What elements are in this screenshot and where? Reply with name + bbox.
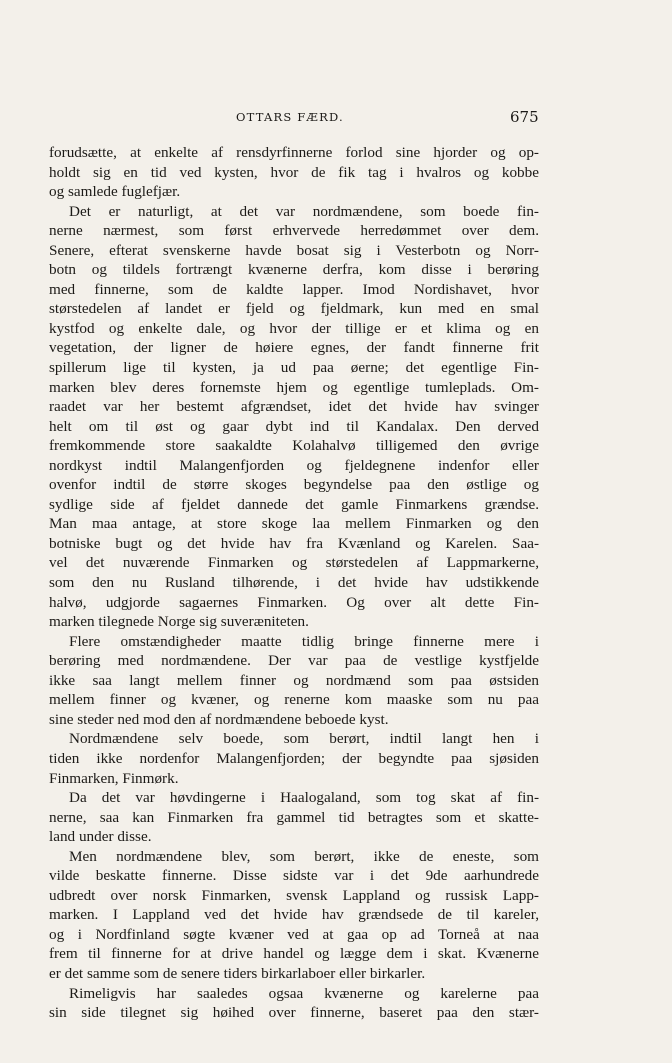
text-line: Rimeligvis har saaledes ogsaa kvænerne og karelerne paa xyxy=(69,984,539,1002)
running-title: OTTARS FÆRD. xyxy=(236,110,344,124)
text-line: mellem finner og kvæner, og renerne kom maaske som nu paa xyxy=(49,691,539,709)
text-line: vilde beskatte finnerne. Disse sidste var i det 9de aarhundrede xyxy=(49,867,539,885)
text-line: Finmarken, Finmørk. xyxy=(49,769,179,787)
text-line: Da det var høvdingerne i Haalogaland, som tog skat af fin- xyxy=(69,789,539,807)
text-line: berøring med nordmændene. Der var paa de vestlige kystfjelde xyxy=(49,652,539,670)
text-line: raadet var her bestemt afgrændset, idet det hvide hav svinger xyxy=(49,398,539,416)
text-line: marken tilegnede Norge sig suveræniteten. xyxy=(49,613,309,631)
text-line: holdt sig en tid ved kysten, hvor de fik tag i hvalros og kobbe xyxy=(49,163,539,181)
text-line: botniske bugt og det hvide hav fra Kvænland og Karelen. Saa- xyxy=(49,534,539,552)
text-line: ikke saa langt mellem finner og nordmænd som paa østsiden xyxy=(49,671,539,689)
text-line: marken. I Lappland ved det hvide hav grændsede de til kareler, xyxy=(49,906,539,924)
text-line: land under disse. xyxy=(49,828,152,846)
text-line: tiden ikke nordenfor Malangenfjorden; der begyndte paa sjøsiden xyxy=(49,749,539,767)
text-line: Nordmændene selv boede, som berørt, indtil langt hen i xyxy=(69,730,539,748)
text-line: spillerum lige til kysten, ja ud paa øerne; det egentlige Fin- xyxy=(49,359,539,377)
text-line: Flere omstændigheder maatte tidlig bringe finnerne mere i xyxy=(69,632,539,650)
text-line: vegetation, der ligner de høiere egnes, der fandt finnerne frit xyxy=(49,339,539,357)
page-number: 675 xyxy=(510,108,539,126)
body-text xyxy=(49,143,539,1023)
text-line: størstedelen af landet er fjeld og fjeldmark, kun med en smal xyxy=(49,300,539,318)
text-line: nerne, saa kan Finmarken fra gammel tid betragtes som et skatte- xyxy=(49,808,539,826)
text-line: og i Nordfinland søgte kvæner ved at gaa op ad Torneå at naa xyxy=(49,925,539,943)
text-line: Men nordmændene blev, som berørt, ikke de eneste, som xyxy=(69,847,539,865)
text-line: nordkyst indtil Malangenfjorden og fjeldegnene indenfor eller xyxy=(49,456,539,474)
text-line: fremkommende store saakaldte Kolahalvø tilligemed den øvrige xyxy=(49,437,539,455)
text-line: marken blev deres fornemste hjem og egentlige tumleplads. Om- xyxy=(49,378,539,396)
text-line: kystfod og enkelte dale, og hvor der tillige er et klima og en xyxy=(49,319,539,337)
text-line: halvø, udgjorde sagaernes Finmarken. Og over alt dette Fin- xyxy=(49,593,539,611)
text-line: sin side tilegnet sig høihed over finnerne, baseret paa den stær- xyxy=(49,1004,539,1022)
text-line: Senere, efterat svenskerne havde bosat sig i Vesterbotn og Norr- xyxy=(49,241,539,259)
text-line: og samlede fuglefjær. xyxy=(49,183,181,201)
text-line: med finnerne, som de kaldte lapper. Imod Nordishavet, hvor xyxy=(49,280,539,298)
text-line: Man maa antage, at store skoge laa mellem Finmarken og den xyxy=(49,515,539,533)
text-line: forudsætte, at enkelte af rensdyrfinnerne forlod sine hjorder og op- xyxy=(49,144,539,161)
text-line: som den nu Rusland tilhørende, i det hvide hav udstikkende xyxy=(49,574,539,592)
text-line: botn og tildels fortrængt kvænerne derfra, kom disse i berøring xyxy=(49,261,539,279)
text-line: sydlige side af fjeldet dannede det gamle Finmarkens grændse. xyxy=(49,495,539,513)
text-line: frem til finnerne for at drive handel og lægge dem i skat. Kvænerne xyxy=(49,945,539,963)
text-line: er det samme som de senere tiders birkarlaboer eller birkarler. xyxy=(49,964,426,982)
text-line: udbredt over norsk Finmarken, svensk Lappland og russisk Lapp- xyxy=(49,886,539,904)
text-line: ovenfor indtil de større skoges begyndelse paa den østlige og xyxy=(49,476,539,494)
text-line: nerne nærmest, som først erhvervede herredømmet over dem. xyxy=(49,222,539,240)
text-line: helt om til øst og gaar dybt ind til Kandalax. Den derved xyxy=(49,417,539,435)
text-line: Det er naturligt, at det var nordmændene, som boede fin- xyxy=(69,202,539,220)
text-line: vel det nuværende Finmarken og størstedelen af Lappmarkerne, xyxy=(49,554,539,572)
text-line: sine steder ned mod den af nordmændene beboede kyst. xyxy=(49,710,389,728)
